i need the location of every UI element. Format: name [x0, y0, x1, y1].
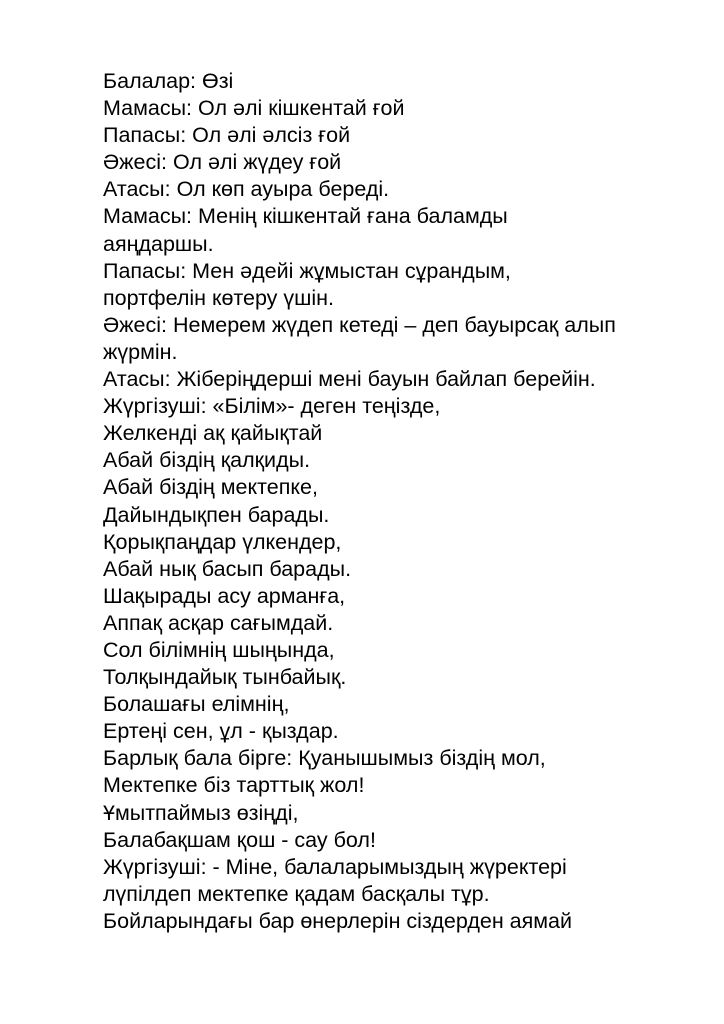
text-line: Атасы: Жіберіңдерші мені бауын байлап берейін. — [103, 367, 596, 392]
text-line: портфелін көтеру үшін. — [103, 285, 335, 310]
text-line: Атасы: Ол көп ауыра береді. — [103, 177, 390, 202]
text-line: Әжесі: Немерем жүдеп кетеді – деп бауырсақ алып — [103, 312, 616, 337]
text-line: Сол білімнің шыңында, — [103, 637, 335, 662]
text-line: аяңдаршы. — [103, 231, 214, 256]
text-line: Бойларындағы бар өнерлерін сіздерден аямай — [103, 908, 573, 933]
script-text — [103, 68, 703, 935]
text-line: Ертеңі сен, ұл - қыздар. — [103, 719, 339, 744]
text-line: Мектепке біз тарттық жол! — [103, 773, 365, 798]
text-line: жүрмін. — [103, 339, 178, 364]
text-line: Балалар: Өзі — [103, 69, 234, 93]
text-line: Мамасы: Менің кішкентай ғана баламды — [103, 204, 508, 229]
text-line: Ұмытпаймыз өзіңді, — [103, 800, 299, 825]
text-line: Аппақ асқар сағымдай. — [103, 610, 334, 635]
text-line: Абай біздің мектепке, — [103, 475, 318, 500]
text-line: Толқындайық тынбайық. — [103, 665, 347, 690]
text-line: Жүргізуші: - Міне, балаларымыздың жүректері — [103, 854, 567, 879]
text-line: Абай нық басып барады. — [103, 556, 352, 581]
text-line: Папасы: Ол әлі әлсіз ғой — [103, 123, 351, 148]
text-line: Папасы: Мен әдейі жұмыстан сұрандым, — [103, 258, 511, 283]
text-line: Қорықпаңдар үлкендер, — [103, 529, 342, 554]
text-line: Болашағы елімнің, — [103, 692, 290, 717]
text-line: Балабақшам қош - сау бол! — [103, 827, 376, 852]
text-line: Абай біздің қалқиды. — [103, 448, 311, 473]
text-line: Барлық бала бірге: Қуанышымыз біздің мол, — [103, 746, 546, 771]
text-line: Жүргізуші: «Білім»- деген теңізде, — [103, 394, 441, 419]
text-line: лүпілдеп мектепке қадам басқалы тұр. — [103, 881, 490, 906]
text-line: Мамасы: Ол әлі кішкентай ғой — [103, 96, 405, 121]
text-line: Әжесі: Ол әлі жүдеу ғой — [103, 150, 342, 175]
text-line: Дайындықпен барады. — [103, 502, 330, 527]
text-line: Желкенді ақ қайықтай — [103, 421, 323, 446]
text-line: Шақырады асу арманға, — [103, 583, 346, 608]
